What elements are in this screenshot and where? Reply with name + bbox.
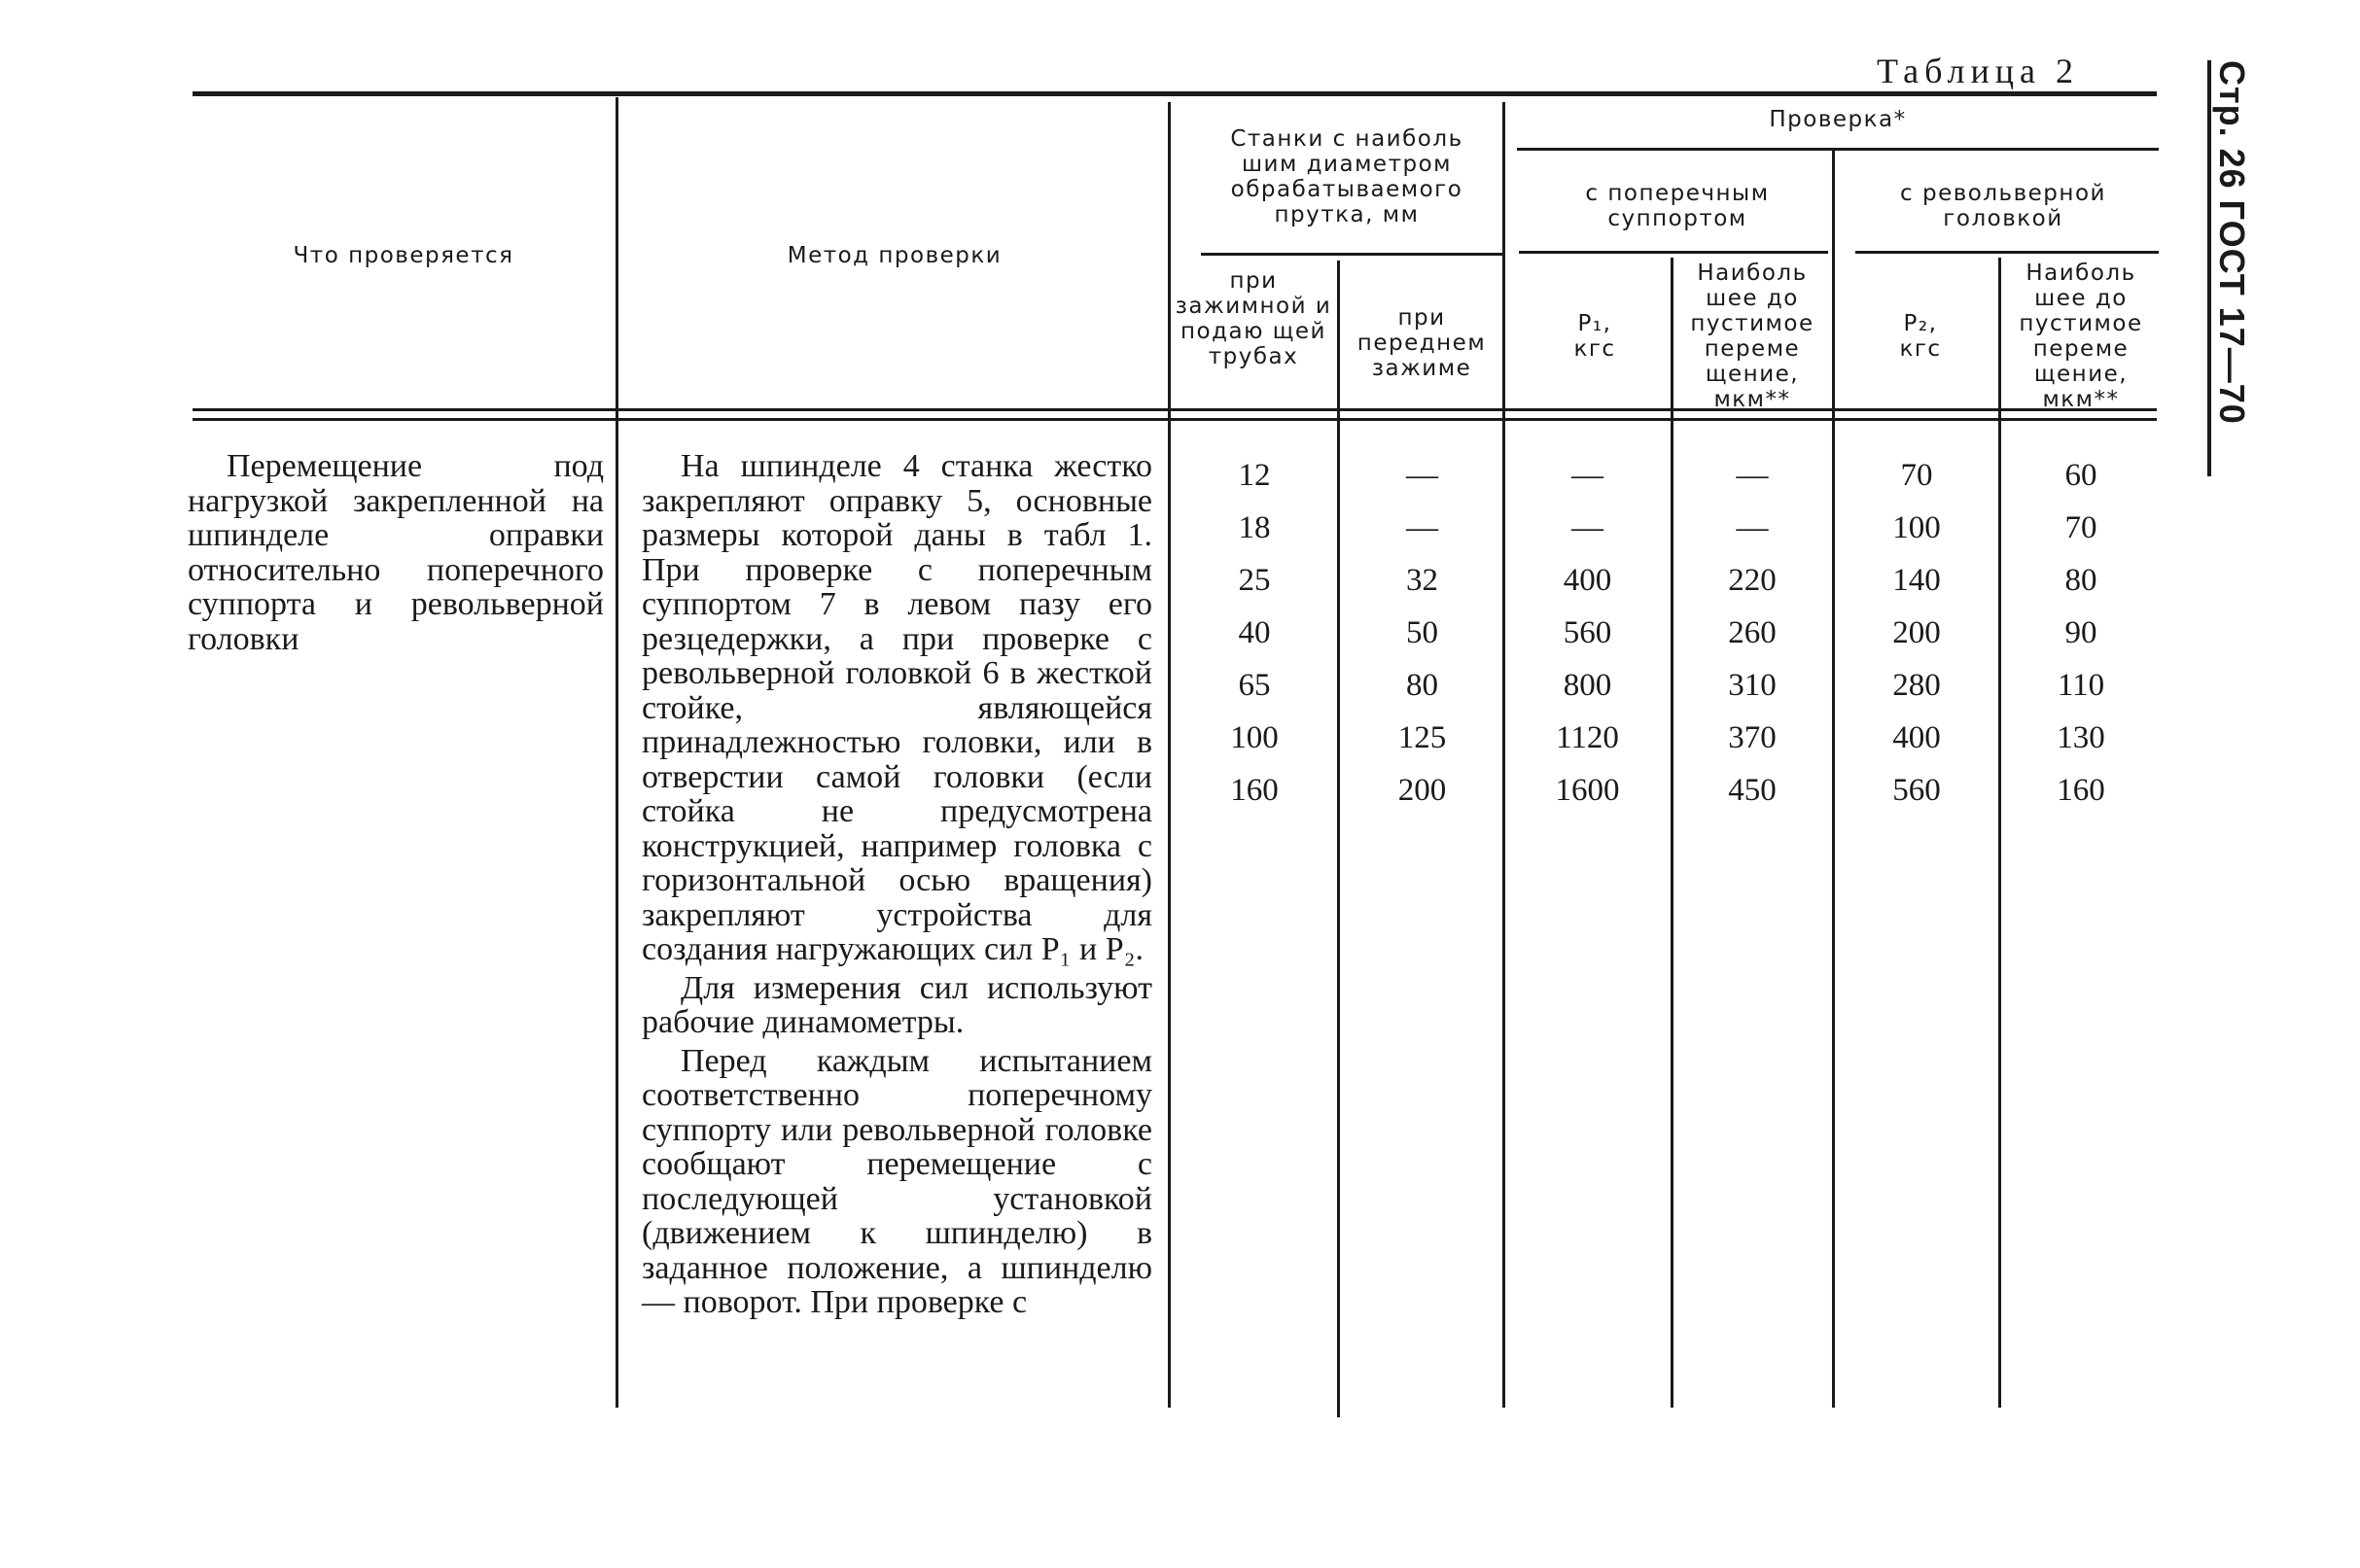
table-cell: 90: [2064, 615, 2097, 650]
table-cell: 1600: [1555, 773, 1620, 808]
rule-cross-support: [1519, 251, 1828, 254]
table-cell: 18: [1238, 510, 1271, 545]
table-cell: 40: [1238, 615, 1271, 650]
header-bottom-rule-1: [193, 408, 2157, 411]
header-bottom-rule-2: [193, 418, 2157, 421]
table-cell: 310: [1728, 668, 1777, 703]
header-check-group: Проверка*: [1769, 107, 1907, 132]
header-clamping: при зажимной и подаю щей трубах: [1175, 268, 1332, 369]
vline-4: [1502, 102, 1505, 1408]
table-cell: 32: [1406, 563, 1438, 598]
table-cell: 80: [1406, 668, 1438, 703]
vline-3: [1337, 261, 1340, 1417]
table-cell: 100: [1230, 720, 1279, 755]
column-disp1: [1674, 449, 1830, 817]
table-cell: 220: [1728, 563, 1777, 598]
vline-2: [1168, 102, 1171, 1408]
rule-machines-group: [1201, 253, 1502, 256]
column-p2: [1838, 449, 1995, 817]
right-margin-rule: [2207, 60, 2211, 476]
header-max-disp-2: Наиболь шее до пустимое переме щение, мкм**: [2019, 261, 2143, 412]
table-cell: 110: [2057, 668, 2105, 703]
header-revolver-head: с револьверной головкой: [1900, 181, 2106, 231]
vertical-page-label-text: Стр. 26 ГОСТ 17—70: [2212, 60, 2252, 425]
vline-7: [1998, 258, 2001, 1408]
table-cell: 80: [2064, 563, 2097, 598]
table-cell: 70: [2064, 510, 2097, 545]
what-checked-cell: [188, 449, 604, 656]
column-front-clamp: [1342, 449, 1502, 817]
vline-5: [1671, 258, 1673, 1408]
table-cell: 560: [1892, 773, 1941, 808]
table-cell: 160: [2057, 773, 2105, 808]
table-cell: 160: [1230, 773, 1279, 808]
table-cell: 50: [1406, 615, 1438, 650]
table-cell: 100: [1892, 510, 1941, 545]
method-cell: [642, 449, 1152, 1320]
column-clamping: [1177, 449, 1332, 817]
table-cell: 400: [1892, 720, 1941, 755]
table-cell: 65: [1238, 668, 1271, 703]
method-paragraph: На шпинделе 4 станка жестко закрепляют оправку 5, основные размеры которой даны в табл 1. При проверке с поперечным суппортом 7 в левом пазу его резцедержки, а при проверке с револьверной головкой 6 в жесткой стойке, являющейся принадлежностью головки, или в отверстии самой головки (если стойка не предусмотрена конструкцией, например головка с горизонтальной осью вращения) закрепляют устройства для создания нагружающих сил P₁ и P₂.: [642, 448, 1152, 967]
table-cell: —: [1736, 510, 1769, 545]
table-cell: 400: [1563, 563, 1612, 598]
table-cell: 125: [1397, 720, 1447, 755]
table-cell: 280: [1892, 668, 1941, 703]
table-cell: 200: [1397, 773, 1447, 808]
rule-revolver-head: [1855, 251, 2159, 254]
table-cell: —: [1406, 458, 1438, 493]
header-max-disp-1: Наиболь шее до пустимое переме щение, мкм**: [1690, 261, 1814, 412]
table-cell: —: [1571, 458, 1603, 493]
header-machines-group: Станки с наиболь шим диаметром обрабатываемого прутка, мм: [1230, 126, 1463, 227]
table-cell: —: [1736, 458, 1769, 493]
table-cell: 60: [2064, 458, 2097, 493]
table-cell: 450: [1728, 773, 1777, 808]
table-cell: 140: [1892, 563, 1941, 598]
table-cell: —: [1571, 510, 1603, 545]
table-title: Таблица 2: [1877, 52, 2079, 90]
table-cell: —: [1406, 510, 1438, 545]
rule-check-group: [1517, 148, 2159, 151]
header-p2: P₂, кгс: [1899, 311, 1942, 362]
header-front-clamp: при переднем зажиме: [1356, 305, 1487, 381]
column-p1: [1507, 449, 1668, 817]
header-cross-support: с поперечным суппортом: [1585, 181, 1770, 231]
header-method: Метод проверки: [787, 243, 1003, 268]
table-cell: 130: [2057, 720, 2105, 755]
table-cell: 370: [1728, 720, 1777, 755]
table-cell: 560: [1563, 615, 1612, 650]
header-what-checked: Что проверяется: [293, 243, 514, 268]
table-cell: 260: [1728, 615, 1777, 650]
column-disp2: [2003, 449, 2159, 817]
vline-6: [1832, 151, 1835, 1408]
table-top-rule: [193, 91, 2157, 96]
table-cell: 25: [1238, 563, 1271, 598]
table-cell: 12: [1238, 458, 1271, 493]
table-cell: 70: [1900, 458, 1933, 493]
what-checked-text: Перемещение под нагрузкой закрепленной на шпинделе оправки относительно поперечного суппорта и револьверной головки: [188, 448, 604, 657]
table-cell: 200: [1892, 615, 1941, 650]
vline-1: [616, 97, 618, 1408]
method-paragraph: Для измерения сил используют рабочие динамометры.: [642, 969, 1152, 1040]
table-cell: 1120: [1556, 720, 1619, 755]
header-p1: P₁, кгс: [1573, 311, 1616, 362]
method-paragraph: Перед каждым испытанием соответственно поперечному суппорту или револьверной головке сообщают перемещение с последующей установкой (движением к шпинделю) в заданное положение, а шпинделю — поворот. При проверке с: [642, 1042, 1152, 1320]
table-cell: 800: [1563, 668, 1612, 703]
